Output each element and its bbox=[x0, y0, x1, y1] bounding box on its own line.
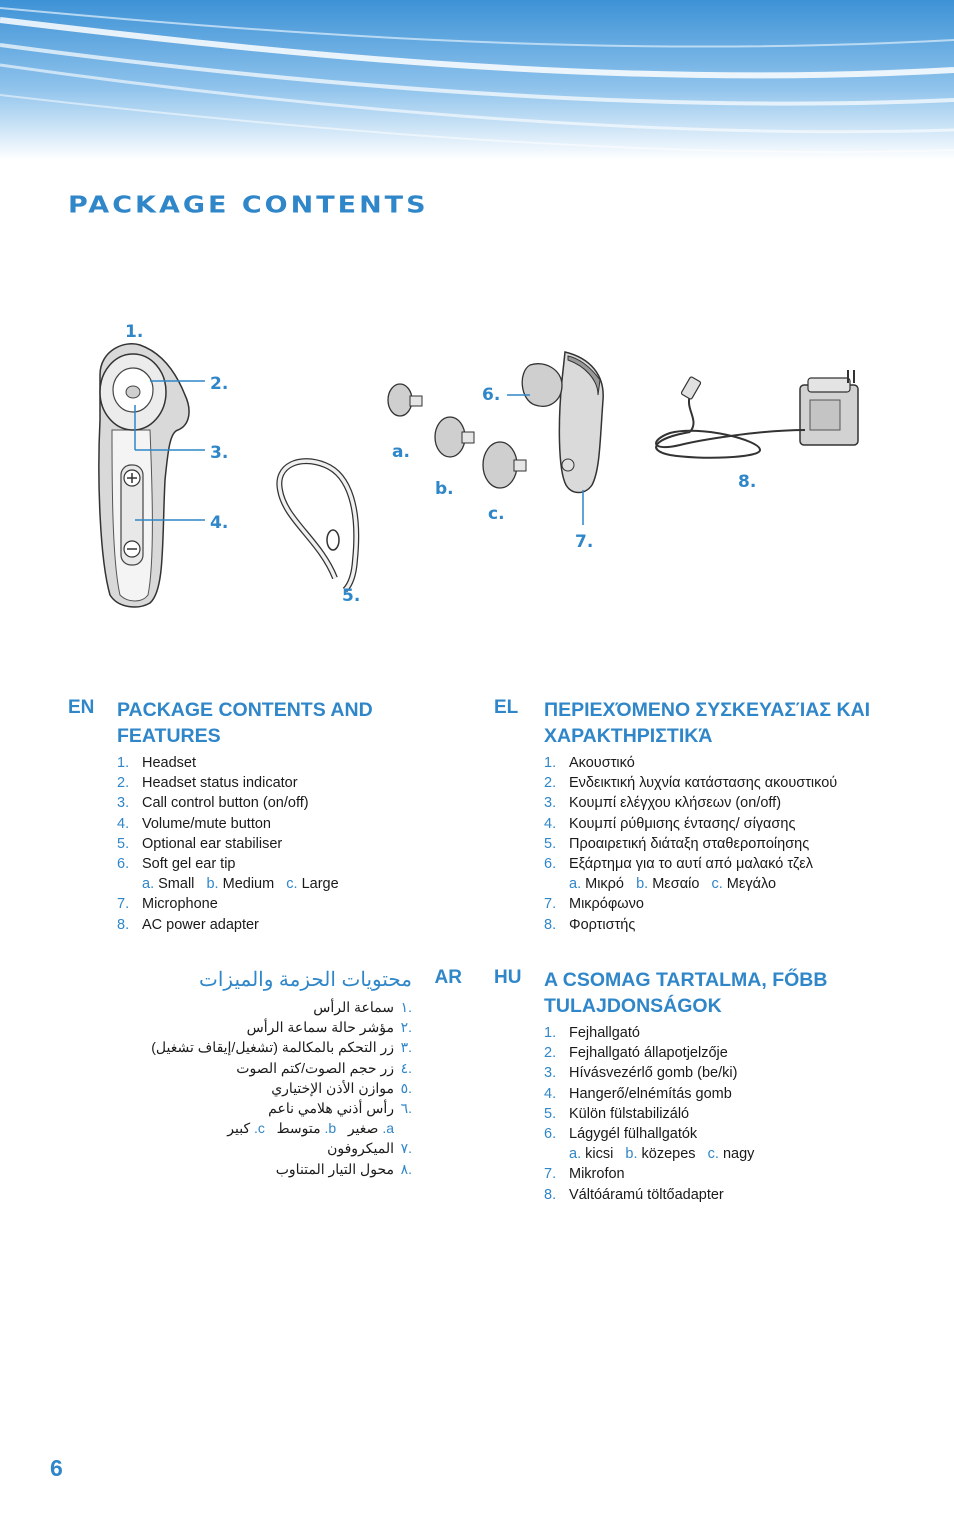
language-code-hu: HU bbox=[494, 967, 522, 988]
list-item: 5. Προαιρετική διάταξη σταθεροποίησης bbox=[544, 835, 810, 852]
size-options: a. Small b. Medium c. Large bbox=[142, 876, 339, 893]
headset-icon bbox=[99, 344, 189, 607]
headset-side-view-icon bbox=[522, 352, 603, 493]
section-heading-ar: محتويات الحزمة والميزات bbox=[199, 969, 412, 991]
contents-list-el bbox=[544, 753, 837, 935]
ear-tip-small-icon bbox=[388, 384, 422, 416]
size-options: a. kicsi b. közepes c. nagy bbox=[569, 1146, 755, 1163]
section-heading-el: ΠΕΡΙΕΧΌΜΕΝΟ ΣΥΣΚΕΥΑΣΊΑΣ ΚΑΙ ΧΑΡΑΚΤΗΡΙΣΤΙΚΆ bbox=[544, 699, 871, 747]
list-item: 4. Volume/mute button bbox=[117, 815, 271, 832]
ear-tip-large-icon bbox=[483, 442, 526, 488]
callout-2: 2. bbox=[210, 374, 229, 394]
list-item: 7. Microphone bbox=[117, 896, 218, 913]
size-options: a. Μικρό b. Μεσαίο c. Μεγάλο bbox=[569, 876, 777, 893]
list-item: .٣زر التحكم بالمكالمة (تشغيل/إيقاف تشغيل) bbox=[151, 1039, 412, 1056]
callout-5: 5. bbox=[342, 586, 361, 606]
package-contents-illustration bbox=[0, 300, 954, 630]
list-item: 8. Váltóáramú töltőadapter bbox=[544, 1186, 724, 1203]
list-item: .١سماعة الرأس bbox=[313, 999, 412, 1015]
page-title: PACKAGE CONTENTS bbox=[68, 192, 429, 219]
list-item: .٧الميكروفون bbox=[327, 1140, 412, 1157]
contents-list-hu bbox=[544, 1023, 754, 1205]
contents-list-ar bbox=[151, 997, 412, 1179]
list-item: .٢مؤشر حالة سماعة الرأس bbox=[246, 1019, 412, 1036]
list-item: 2. Ενδεικτική λυχνία κατάστασης ακουστικού bbox=[544, 775, 838, 792]
language-code-en: EN bbox=[68, 697, 95, 718]
callout-c: c. bbox=[488, 504, 505, 524]
list-item: 3. Call control button (on/off) bbox=[117, 795, 309, 812]
list-item: 4. Κουμπί ρύθμισης έντασης/ σίγασης bbox=[544, 815, 796, 832]
list-item: 6. Εξάρτημα για το αυτί από μαλακό τζελ bbox=[544, 856, 813, 873]
list-item: .٤زر حجم الصوت/كتم الصوت bbox=[236, 1059, 412, 1076]
list-item: 7. Mikrofon bbox=[544, 1166, 625, 1183]
list-item: 2. Fejhallgató állapotjelzője bbox=[544, 1045, 728, 1062]
callout-4: 4. bbox=[210, 513, 229, 533]
list-item: .٥موازن الأذن الإختياري bbox=[271, 1079, 412, 1096]
callout-b: b. bbox=[435, 479, 454, 499]
ear-tip-medium-icon bbox=[435, 417, 474, 457]
callout-1: 1. bbox=[125, 322, 144, 342]
callout-8: 8. bbox=[738, 472, 757, 492]
list-item: 3. Κουμπί ελέγχου κλήσεων (on/off) bbox=[544, 795, 782, 812]
list-item: 6. Soft gel ear tip bbox=[117, 856, 236, 873]
list-item: 1. Ακουστικό bbox=[544, 755, 635, 771]
section-heading-en: PACKAGE CONTENTS AND FEATURES bbox=[117, 699, 373, 747]
callout-a: a. bbox=[392, 442, 410, 462]
callout-6: 6. bbox=[482, 385, 501, 405]
list-item: 8. AC power adapter bbox=[117, 916, 259, 933]
list-item: 2. Headset status indicator bbox=[117, 775, 298, 792]
list-item: 1. Headset bbox=[117, 755, 197, 771]
ear-stabiliser-icon bbox=[279, 461, 356, 590]
list-item: 4. Hangerő/elnémítás gomb bbox=[544, 1085, 732, 1102]
page-number: 6 bbox=[50, 1455, 63, 1481]
list-item: 3. Hívásvezérlő gomb (be/ki) bbox=[544, 1065, 738, 1082]
list-item: 6. Lágygél fülhallgatók bbox=[544, 1126, 698, 1143]
size-options: a. صغير b. متوسط c. كبير bbox=[227, 1120, 394, 1137]
list-item: 5. Külön fülstabilizáló bbox=[544, 1105, 690, 1122]
contents-list-en bbox=[117, 753, 339, 935]
callout-7: 7. bbox=[575, 532, 594, 552]
list-item: 8. Φορτιστής bbox=[544, 916, 636, 933]
list-item: 1. Fejhallgató bbox=[544, 1025, 640, 1041]
language-code-ar: AR bbox=[434, 967, 462, 988]
list-item: .٦رأس أذني هلامي ناعم bbox=[268, 1100, 412, 1117]
list-item: 7. Μικρόφωνο bbox=[544, 896, 644, 913]
section-heading-hu: A CSOMAG TARTALMA, FŐBB TULAJDONSÁGOK bbox=[544, 969, 828, 1017]
list-item: .٨محول التيار المتناوب bbox=[275, 1160, 412, 1177]
ac-power-adapter-icon bbox=[656, 370, 858, 458]
language-code-el: EL bbox=[494, 697, 519, 718]
callout-3: 3. bbox=[210, 443, 229, 463]
list-item: 5. Optional ear stabiliser bbox=[117, 835, 283, 852]
header-wave-banner bbox=[0, 0, 954, 160]
